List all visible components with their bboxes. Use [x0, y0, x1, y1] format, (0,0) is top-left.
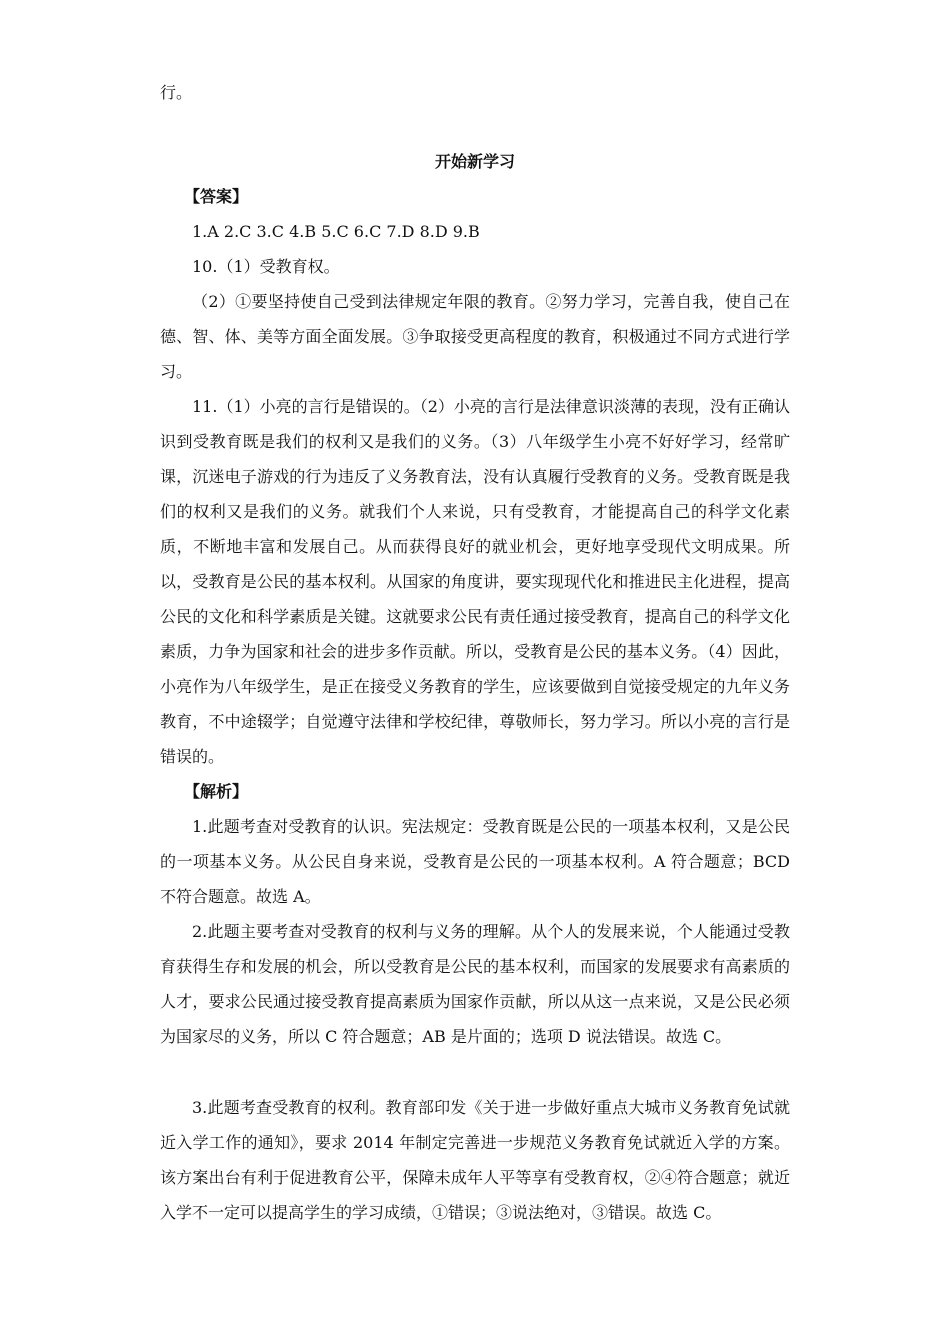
- answer-q10-part2: （2）①要坚持使自己受到法律规定年限的教育。②努力学习，完善自我，使自己在德、智、体、美等方面全面发展。③争取接受更高程度的教育，积极通过不同方式进行学习。: [160, 292, 790, 381]
- analysis-q1: 1.此题考查对受教育的认识。宪法规定：受教育既是公民的一项基本权利，又是公民的一项基本义务。从公民自身来说，受教育是公民的一项基本权利。A 符合题意；BCD 不符合题意。故选 A。: [160, 817, 790, 906]
- continuation-line: 行。: [160, 83, 193, 102]
- paragraph-gap: [160, 1054, 790, 1090]
- answer-heading: 【答案】: [184, 187, 249, 206]
- answer-q11: 11.（1）小亮的言行是错误的。（2）小亮的言行是法律意识淡薄的表现，没有正确认识到受教育既是我们的权利又是我们的义务。（3）八年级学生小亮不好好学习，经常旷课，沉迷电子游戏的行为违反了义务教育法，没有认真履行受教育的义务。受教育既是我们的权利又是我们的义务。就我们个人来说，只有受教育，才能提高自己的科学文化素质，不断地丰富和发展自己。从而获得良好的就业机会，更好地享受现代文明成果。所以，受教育是公民的基本权利。从国家的角度讲，要实现现代化和推进民主化进程，提高公民的文化和科学素质是关键。这就要求公民有责任通过接受教育，提高自己的科学文化素质，力争为国家和社会的进步多作贡献。所以，受教育是公民的基本义务。（4）因此，小亮作为八年级学生，是正在接受义务教育的学生，应该要做到自觉接受规定的九年义务教育，不中途辍学；自觉遵守法律和学校纪律，尊敬师长，努力学习。所以小亮的言行是错误的。: [160, 397, 790, 766]
- answer-mc: 1.A 2.C 3.C 4.B 5.C 6.C 7.D 8.D 9.B: [192, 222, 480, 241]
- analysis-q2: 2.此题主要考查对受教育的权利与义务的理解。从个人的发展来说，个人能通过受教育获得生存和发展的机会，所以受教育是公民的基本权利，而国家的发展要求有高素质的人才，要求公民通过接受教育提高素质为国家作贡献，所以从这一点来说，又是公民必须为国家尽的义务，所以 C 符合题意；AB 是片面的；选项 D 说法错误。故选 C。: [160, 922, 790, 1046]
- analysis-heading: 【解析】: [184, 782, 249, 801]
- section-title: 开始新学习: [434, 152, 515, 171]
- answer-q10-part1: 10.（1）受教育权。: [192, 257, 340, 276]
- analysis-q3: 3.此题考查受教育的权利。教育部印发《关于进一步做好重点大城市义务教育免试就近入学工作的通知》，要求 2014 年制定完善进一步规范义务教育免试就近入学的方案。该方案出台有利于促进教育公平，保障未成年人平等享有受教育权，②④符合题意；就近入学不一定可以提高学生的学习成绩，①错误；③说法绝对，③错误。故选 C。: [160, 1098, 790, 1222]
